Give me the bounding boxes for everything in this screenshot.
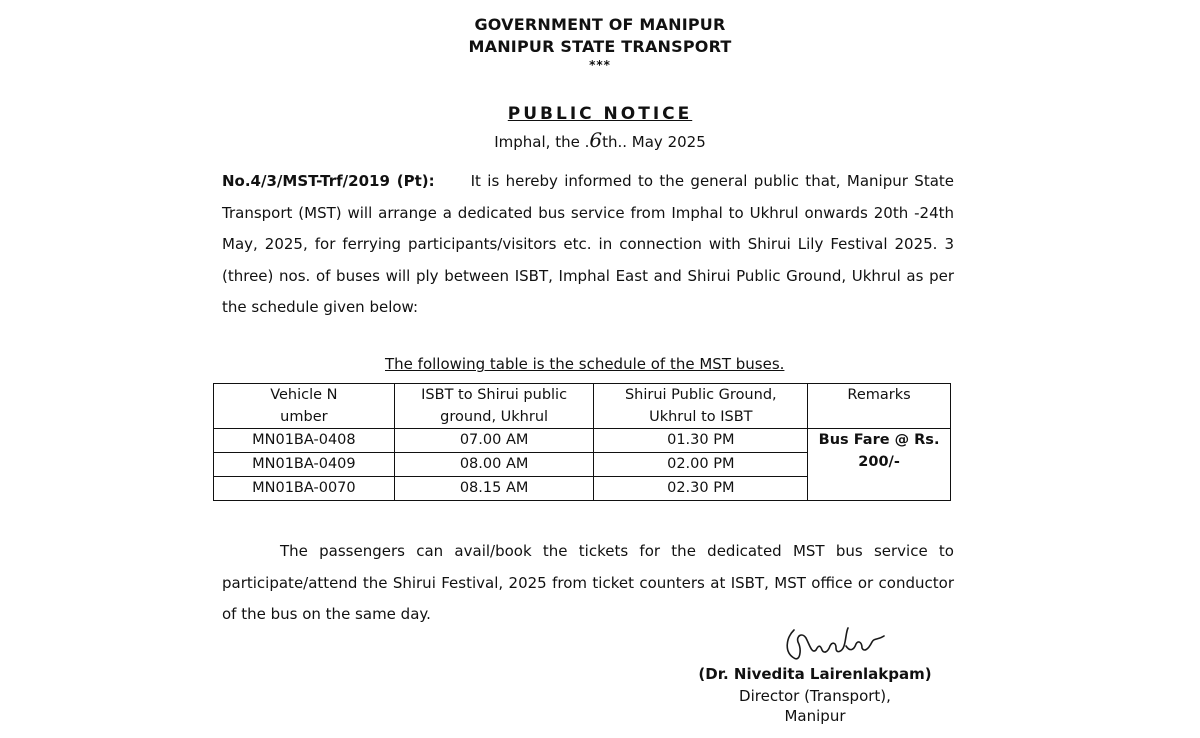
return-time-cell: 01.30 PM xyxy=(594,429,808,453)
departure-time-cell: 08.00 AM xyxy=(394,453,594,477)
vehicle-cell: MN01BA-0408 xyxy=(214,429,395,453)
table-caption: The following table is the schedule of the MST buses. xyxy=(385,355,785,373)
handwritten-signature xyxy=(780,624,890,668)
date-day-handwritten: 6 xyxy=(589,128,603,152)
signatory-designation: Director (Transport), xyxy=(739,687,891,705)
notice-paragraph-1 xyxy=(222,166,954,324)
date-prefix: Imphal, the . xyxy=(494,133,590,151)
vehicle-cell: MN01BA-0409 xyxy=(214,453,395,477)
remarks-fare-cell: Bus Fare @ Rs. 200/- xyxy=(808,429,951,501)
departure-time-cell: 07.00 AM xyxy=(394,429,594,453)
return-time-cell: 02.00 PM xyxy=(594,453,808,477)
signatory-place: Manipur xyxy=(784,707,846,725)
notice-title: PUBLIC NOTICE xyxy=(507,104,693,124)
return-time-cell: 02.30 PM xyxy=(594,477,808,501)
notice-body-1: It is hereby informed to the general public that, Manipur State Transport (MST) will arrange a dedicated bus service from Imphal to Ukhrul onwards 20th -24th May, 2025, for ferrying participants/visitors etc. in connection with Shirui Lily Festival 2025. 3 (three) nos. of buses will ply between ISBT, Imphal East and Shirui Public Ground, Ukhrul as per the schedule given below: xyxy=(222,172,954,316)
vehicle-cell: MN01BA-0070 xyxy=(214,477,395,501)
table-header-row xyxy=(214,384,951,429)
header-shirui-to-isbt: Shirui Public Ground, Ukhrul to ISBT xyxy=(594,384,808,429)
heading-separator: *** xyxy=(589,58,611,72)
date-suffix: th.. May 2025 xyxy=(602,133,706,151)
reference-number: No.4/3/MST-Trf/2019 (Pt): xyxy=(222,172,435,190)
signatory-name: (Dr. Nivedita Lairenlakpam) xyxy=(698,665,932,683)
departure-time-cell: 08.15 AM xyxy=(394,477,594,501)
header-remarks: Remarks xyxy=(808,384,951,429)
notice-paragraph-2: The passengers can avail/book the tickets for the dedicated MST bus service to participate/attend the Shirui Festival, 2025 from ticket counters at ISBT, MST office or conductor of the bus on the same day. xyxy=(222,542,954,623)
bus-schedule-table xyxy=(213,383,951,501)
government-heading: GOVERNMENT OF MANIPUR xyxy=(474,15,726,34)
header-vehicle-number: Vehicle N umber xyxy=(214,384,395,429)
department-heading: MANIPUR STATE TRANSPORT xyxy=(468,37,732,56)
table-row xyxy=(214,429,951,453)
notice-date xyxy=(0,128,1200,152)
header-isbt-to-shirui: ISBT to Shirui public ground, Ukhrul xyxy=(394,384,594,429)
